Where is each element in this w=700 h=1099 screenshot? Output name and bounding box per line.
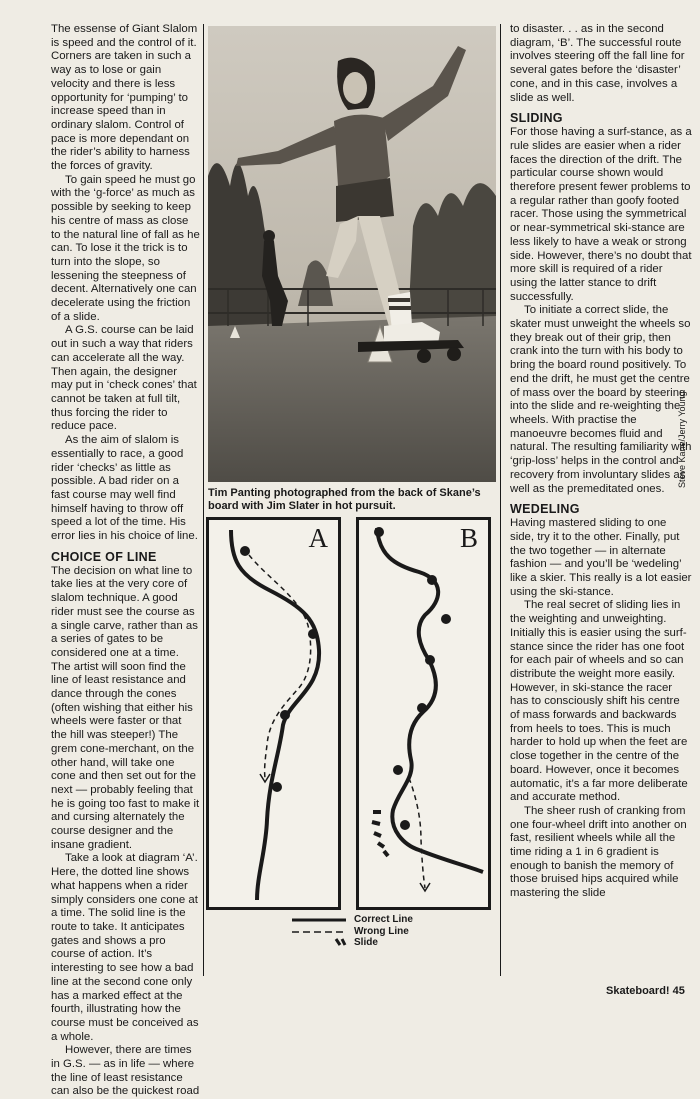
cone-marker	[308, 629, 318, 639]
diagram-a-lines	[209, 520, 338, 907]
paragraph: As the aim of slalom is essentially to race, a good rider ‘checks’ as little as possible. A bad rider on a fast course may well find himself having to throw off speed a lot of the time. His error lies in his choice of line.	[51, 434, 198, 543]
skateboarder-photo	[208, 26, 496, 482]
cone-marker	[272, 782, 282, 792]
column-rule	[203, 24, 204, 976]
legend-wrong-line	[292, 926, 442, 938]
photo-caption: Tim Panting photographed from the back of Skane’s board with Jim Slater in hot pursuit.	[208, 487, 481, 512]
diagram-a	[206, 517, 341, 910]
cone-marker	[441, 614, 451, 624]
paragraph: Having mastered sliding to one side, try it to the other. Finally, put the two together — in alternate fashion — and you’ll be ‘wedeling’ like a skier. This really is a lot easier using the ski-stance.	[510, 517, 692, 598]
diagram-b-lines	[359, 520, 488, 907]
diagram-a-label: A	[308, 523, 328, 553]
paragraph: Take a look at diagram ‘A’. Here, the dotted line shows what happens when a rider simply considers one cone at a time. The solid line is the route to take. It anticipates gates and shows a pro course of action. It’s interesting to see how a bad line at the second cone only has a marked effect at the fourth, illustrating how the course must be conceived as a whole.	[51, 852, 199, 1043]
paragraph: The essense of Giant Slalom is speed and the control of it. Corners are taken in such a way as to lose or gain velocity and there is less opportunity for ‘pumping’ to increase speed than in ordinary slalom. Control of pace is more dependant on the rider’s ability to harness the forces of gravity.	[51, 23, 198, 173]
paragraph: The sheer rush of cranking from one four-wheel drift into another on fast, resilient wheels while all the time riding a 1 in 6 gradient is enough to banish the memory of those bruised hips acquired while mastering the slide	[510, 804, 687, 900]
cone-marker	[400, 820, 410, 830]
page-footer	[606, 985, 685, 997]
paragraph: However, there are times in G.S. — as in life — where the line of least resistance can also be the quickest road	[51, 1044, 200, 1098]
article-column-left	[51, 23, 200, 1099]
paragraph: A G.S. course can be laid out in such a way that riders can accelerate all the way. Then again, the designer may put in ‘check cones’ that cannot be taken at full tilt, thus forcing the rider to reduce pace.	[51, 324, 197, 433]
legend-wrong-label: Wrong Line	[354, 925, 409, 937]
paragraph: To initiate a correct slide, the skater must unweight the wheels so they break out of their grip, then crank into the turn with his body to bring the board round positively. To end the drift, he must get the centre of mass over the board by steering into the slide and re-weighting the wheels. With practise the manoeuvre becomes fluid and natural. The resulting familiarity with ‘grip-loss’ helps in the control and recovery from involuntary slides as well as the premeditated ones.	[510, 304, 692, 495]
cone-marker	[427, 575, 437, 585]
paragraph: For those having a surf-stance, as a rule slides are easier when a rider faces the direction of the drift. The particular course shown would therefore present fewer problems to a regular rather than goofy footed racer. Those using the symmetrical or near-symmetrical ski-stance are less likely to have a weak or strong side. However, there’s no doubt that more skill is required of a rider using the latter stance to drift successfully.	[510, 126, 692, 303]
cone-marker	[374, 527, 384, 537]
cone-marker	[240, 546, 250, 556]
section-heading-choice-of-line: CHOICE OF LINE	[51, 549, 157, 564]
paragraph: The real secret of sliding lies in the weighting and unweighting. Initially this is easier using the surf-stance since the rider has one foot for each pair of wheels and so can distribute the weight more easily. However, in ski-stance the racer has to consciously shift his centre of mass forwards and backwards from heels to toes. This is much harder to hold up when the feet are close together in the centre of the board. However, once it becomes automatic, it’s a far more deliberate and accurate method.	[510, 599, 688, 804]
magazine-name: Skateboard!	[606, 985, 670, 997]
diagram-b-label: B	[459, 523, 478, 553]
section-heading-sliding: SLIDING	[510, 111, 563, 126]
legend-slide	[292, 937, 442, 949]
cone-marker	[425, 655, 435, 665]
diagram-legend	[292, 914, 442, 949]
section-heading-wedeling: WEDELING	[510, 502, 580, 517]
legend-slide-label: Slide	[354, 937, 378, 948]
cone-marker	[417, 703, 427, 713]
paragraph: To gain speed he must go with the ‘g-force’ as much as possible by seeking to keep his centre of mass as close to the natural line of fall as he can. To lose it the trick is to turn into the slope, so lessening the steepness of decent. Alternatively one can decelerate using the friction of a slide.	[51, 173, 200, 323]
page-number: 45	[672, 985, 685, 997]
column-rule	[500, 24, 501, 976]
legend-correct-label: Correct Line	[354, 914, 413, 925]
article-column-right	[510, 23, 692, 901]
cone-marker	[280, 710, 290, 720]
cone-marker	[393, 765, 403, 775]
slide-marks	[372, 812, 388, 856]
diagram-b	[356, 517, 491, 910]
paragraph: to disaster. . . as in the second diagram, ‘B’. The successful route involves steering off the fall line for several gates before the ‘disaster’ cone, and in this case, involves a slide as well.	[510, 23, 685, 104]
paragraph: The decision on what line to take lies at the very core of slalom technique. A good rider must see the course as a single carve, rather than as a series of gates to be considered one at a time. The artist will soon find the line of least resistance and dance through the cones (often wishing that either his wheels were faster or that the hill was steeper!) The grem cone-merchant, on the other hand, will take one cone and then set out for the next — probably feeling that he is going too fast to make it and cursing alternately the course designer and the insane gradient.	[51, 564, 200, 851]
legend-correct-line	[292, 914, 442, 926]
photo-credit: Steve Kane/Jerry Young	[677, 391, 687, 488]
